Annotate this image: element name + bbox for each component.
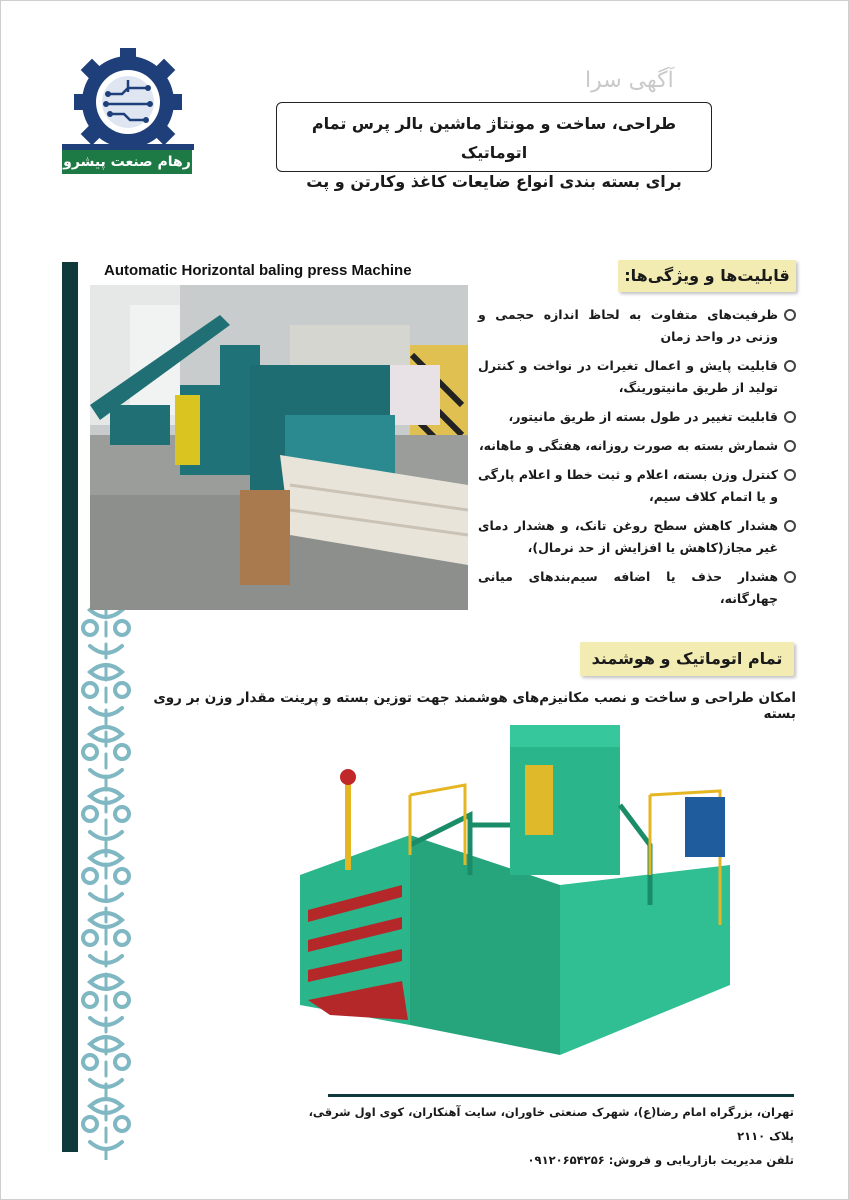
watermark-text: آگهی سرا xyxy=(585,68,674,93)
wrench-chain-pattern xyxy=(80,600,132,1160)
footer-contact xyxy=(300,1100,794,1172)
bullet-icon xyxy=(784,440,796,452)
feature-item: شمارش بسته به صورت روزانه، هفتگی و ماهانه، xyxy=(478,435,796,457)
footer-divider xyxy=(328,1094,794,1097)
decorative-band xyxy=(62,262,78,1152)
automatic-description: امکان طراحی و ساخت و نصب مکانیزم‌های هوشمند جهت توزین بسته و پرینت مقدار وزن بر روی بسته xyxy=(153,690,796,722)
photo-title: Automatic Horizontal baling press Machine xyxy=(104,262,412,279)
feature-item: هشدار کاهش سطح روغن تانک، و هشدار دمای غیر مجاز(کاهش یا افزایش از حد نرمال)، xyxy=(478,515,796,559)
footer-address: تهران، بزرگراه امام رضا(ع)، شهرک صنعتی خاوران، سایت آهنکاران، کوی اول شرقی، پلاک ۲۱۱۰ xyxy=(308,1105,794,1143)
headline-line-1: طراحی، ساخت و مونتاژ ماشین بالر پرس تمام اتوماتیک xyxy=(311,114,677,162)
footer-phone: تلفن مدیریت بازاریابی و فروش: ۰۹۱۲۰۶۵۴۲۵۶ xyxy=(527,1153,794,1167)
bullet-icon xyxy=(784,309,796,321)
headline-line-2: برای بسته بندی انواع ضایعات کاغذ وکارتن و پت xyxy=(306,172,682,191)
feature-item: قابلیت پایش و اعمال تغیرات در نواخت و کنترل تولید از طریق مانیتورینگ، xyxy=(478,355,796,399)
logo-company-name: رهام صنعت پیشرو xyxy=(62,150,192,174)
factory-baler-photo xyxy=(90,285,468,610)
bullet-icon xyxy=(784,469,796,481)
features-heading: قابلیت‌ها و ویژگی‌ها: xyxy=(618,260,796,292)
features-list xyxy=(478,304,796,617)
bullet-icon xyxy=(784,411,796,423)
feature-item: قابلیت تغییر در طول بسته از طریق مانیتور، xyxy=(478,406,796,428)
bullet-icon xyxy=(784,520,796,532)
bullet-icon xyxy=(784,360,796,372)
automatic-heading: تمام اتوماتیک و هوشمند xyxy=(580,642,794,676)
feature-item: ظرفیت‌های متفاوت به لحاظ اندازه حجمی و وزنی در واحد زمان xyxy=(478,304,796,348)
headline-box xyxy=(276,102,712,191)
green-baler-machine-image xyxy=(290,725,770,1055)
feature-item: هشدار حذف یا اضافه سیم‌بندهای میانی چهارگانه، xyxy=(478,566,796,610)
feature-item: کنترل وزن بسته، اعلام و ثبت خطا و اعلام پارگی و یا اتمام کلاف سیم، xyxy=(478,464,796,508)
bullet-icon xyxy=(784,571,796,583)
